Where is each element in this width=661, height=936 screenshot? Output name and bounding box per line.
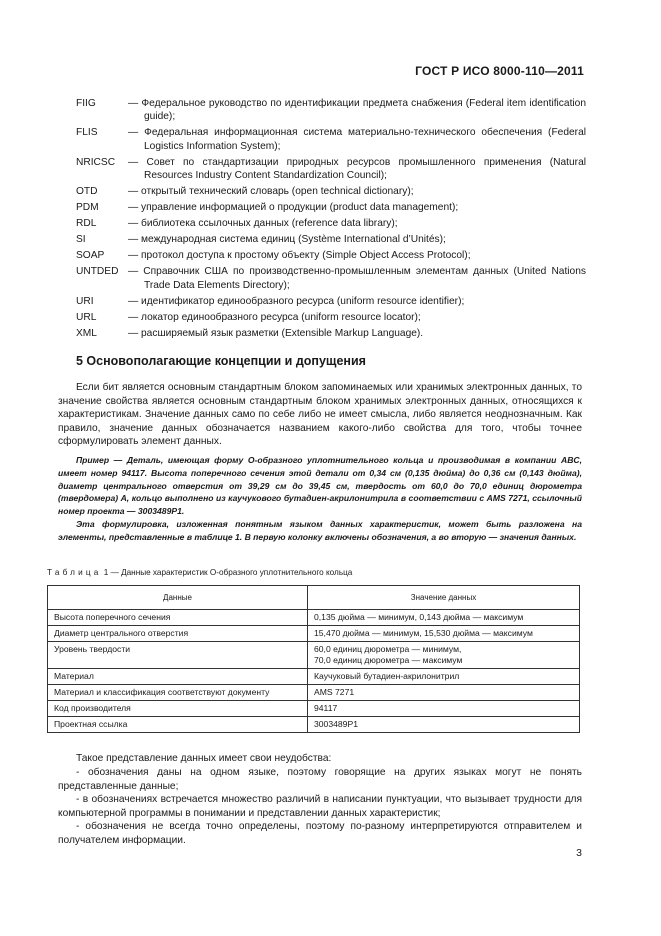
value-line: 60,0 единиц дюрометра — минимум,: [314, 644, 462, 654]
abbreviation-code: NRICSC: [76, 156, 116, 168]
abbreviation-code: OTD: [76, 186, 98, 198]
table-header-cell: Значение данных: [308, 586, 580, 610]
table-cell-value: [308, 685, 580, 701]
table-row: [48, 701, 580, 717]
abbreviation-description: — Федеральное руководство по идентификации предмета снабжения (Federal item identification guide);: [128, 98, 586, 123]
abbreviation-code: URI: [76, 295, 94, 307]
table-row: [48, 685, 580, 701]
abbreviation-description: — расширяемый язык разметки (Extensible Markup Language).: [128, 327, 424, 339]
table-header-cell: Данные: [48, 586, 308, 610]
table-cell-value: [308, 642, 580, 669]
example-paragraph: Пример — Деталь, имеющая форму О-образного уплотнительного кольца и производимая в компании ABC, имеет номер 94117. Высота поперечного сечения этой детали от 0,34 см (0,135 дюйма) до 0,36 см (0,143 дюйма), диаметр центрального отверстия от 39,29 см до 39,45 см, твердость от 60,0 до 70,0 единиц дюрометра (твердомера) А, кольцо выполнено из каучукового бутадиен-акрилонитрила в соответствии с AMS 7271, ссылочный номер проекта — 3003489P1.: [58, 455, 582, 517]
closing-intro: Такое представление данных имеет свои неудобства:: [76, 753, 332, 764]
table-caption: [47, 568, 352, 577]
abbreviation-description: — Совет по стандартизации природных ресурсов промышленного применения (Natural Resources Industry Content Standardization Council);: [128, 156, 586, 182]
table-cell-name: Уровень твердости: [48, 642, 308, 669]
abbreviation-code: FLIS: [76, 127, 98, 139]
table-cell-value: [308, 610, 580, 626]
value-line: 3003489P1: [314, 719, 358, 729]
section-heading: 5 Основополагающие концепции и допущения: [76, 354, 366, 368]
table-cell-name: Материал и классификация соответствуют документу: [48, 685, 308, 701]
abbreviation-item: [76, 265, 586, 292]
value-line: 70,0 единиц дюрометра — максимум: [314, 655, 463, 665]
abbreviation-item: [76, 217, 586, 230]
abbreviation-description: — библиотека ссылочных данных (reference data library);: [128, 218, 398, 230]
abbreviation-item: [76, 295, 586, 308]
abbreviation-item: [76, 185, 586, 198]
abbreviation-item: [76, 233, 586, 246]
table-row: [48, 610, 580, 626]
value-line: 15,470 дюйма — минимум, 15,530 дюйма — максимум: [314, 628, 533, 638]
table-cell-value: [308, 717, 580, 733]
table-cell-name: Материал: [48, 669, 308, 685]
characteristics-table: [47, 585, 580, 733]
table-row: [48, 642, 580, 669]
abbreviation-item: [76, 249, 586, 262]
abbreviation-description: — протокол доступа к простому объекту (Simple Object Access Protocol);: [128, 250, 471, 262]
value-line: AMS 7271: [314, 687, 355, 697]
table-caption-label: Таблица: [47, 568, 102, 577]
abbreviation-code: XML: [76, 327, 97, 339]
table-cell-name: Код производителя: [48, 701, 308, 717]
table-header-row: [48, 586, 580, 610]
table-row: [48, 717, 580, 733]
abbreviation-code: PDM: [76, 202, 99, 214]
abbreviation-code: SI: [76, 234, 86, 246]
abbreviation-code: FIIG: [76, 98, 96, 109]
abbreviation-description: — локатор единообразного ресурса (uniform resource locator);: [128, 311, 421, 323]
example-decomposition-note: Эта формулировка, изложенная понятным языком данных характеристик, может быть разложена на элементы, представленные в таблице 1. В первую колонку включены обозначения, а во вторую — значения данных.: [58, 519, 582, 542]
table-row: [48, 669, 580, 685]
abbreviation-code: RDL: [76, 218, 97, 230]
table-cell-value: [308, 701, 580, 717]
table-cell-value: [308, 626, 580, 642]
abbreviation-item: [76, 156, 586, 183]
abbreviation-description: — идентификатор единообразного ресурса (uniform resource identifier);: [128, 295, 465, 307]
closing-list-item: - обозначения даны на одном языке, поэтому говорящие на других языках могут не понять представленные данные;: [58, 767, 582, 792]
value-line: 0,135 дюйма — минимум, 0,143 дюйма — максимум: [314, 612, 524, 622]
table-cell-name: Высота поперечного сечения: [48, 610, 308, 626]
closing-list-item: - в обозначениях встречается множество различий в написании пунктуации, что вызывает трудности для компьютерной программы в понимании и представлении данных характеристик;: [58, 794, 582, 819]
abbreviation-code: SOAP: [76, 250, 105, 262]
value-line: 94117: [314, 703, 338, 713]
abbreviation-description: — управление информацией о продукции (product data management);: [128, 202, 459, 214]
page-number: 3: [576, 847, 582, 859]
table-cell-name: Диаметр центрального отверстия: [48, 626, 308, 642]
value-line: Каучуковый бутадиен-акрилонитрил: [314, 671, 460, 681]
abbreviation-item: [76, 327, 586, 340]
abbreviation-code: UNTDED: [76, 266, 119, 278]
document-header-code: ГОСТ Р ИСО 8000-110—2011: [415, 64, 584, 78]
closing-list-item: - обозначения не всегда точно определены, поэтому по-разному интерпретируются отправителем и получателем информации.: [58, 821, 582, 846]
abbreviation-item: [76, 126, 586, 153]
abbreviation-item: [76, 201, 586, 214]
abbreviation-item: [76, 311, 586, 324]
table-caption-text: 1 — Данные характеристик О-образного уплотнительного кольца: [101, 568, 353, 577]
abbreviation-item: [76, 97, 586, 124]
abbreviation-description: — открытый технический словарь (open technical dictionary);: [128, 186, 414, 198]
abbreviation-list: [76, 97, 586, 343]
table-row: [48, 626, 580, 642]
abbreviation-description: — Федеральная информационная система материально-технического обеспечения (Federal Logistics Information System);: [128, 127, 586, 152]
table-cell-name: Проектная ссылка: [48, 717, 308, 733]
abbreviation-description: — международная система единиц (Système International d’Unités);: [128, 234, 446, 246]
section-paragraph: Если бит является основным стандартным блоком запоминаемых или хранимых электронных данных, то значение свойства является основным стандартным блоком хранимых электронных данных, относящихся к характеристикам. Значение данных само по себе либо не имеет смысла, либо является неоднозначным. Как правило, значение данных обозначается названием какого-либо свойства для того, чтобы точнее сформулировать элемент данных.: [58, 382, 582, 447]
abbreviation-code: URL: [76, 311, 97, 323]
table-cell-value: [308, 669, 580, 685]
abbreviation-description: — Справочник США по производственно-промышленным элементам данных (United Nations Trade Data Elements Directory);: [128, 266, 586, 291]
